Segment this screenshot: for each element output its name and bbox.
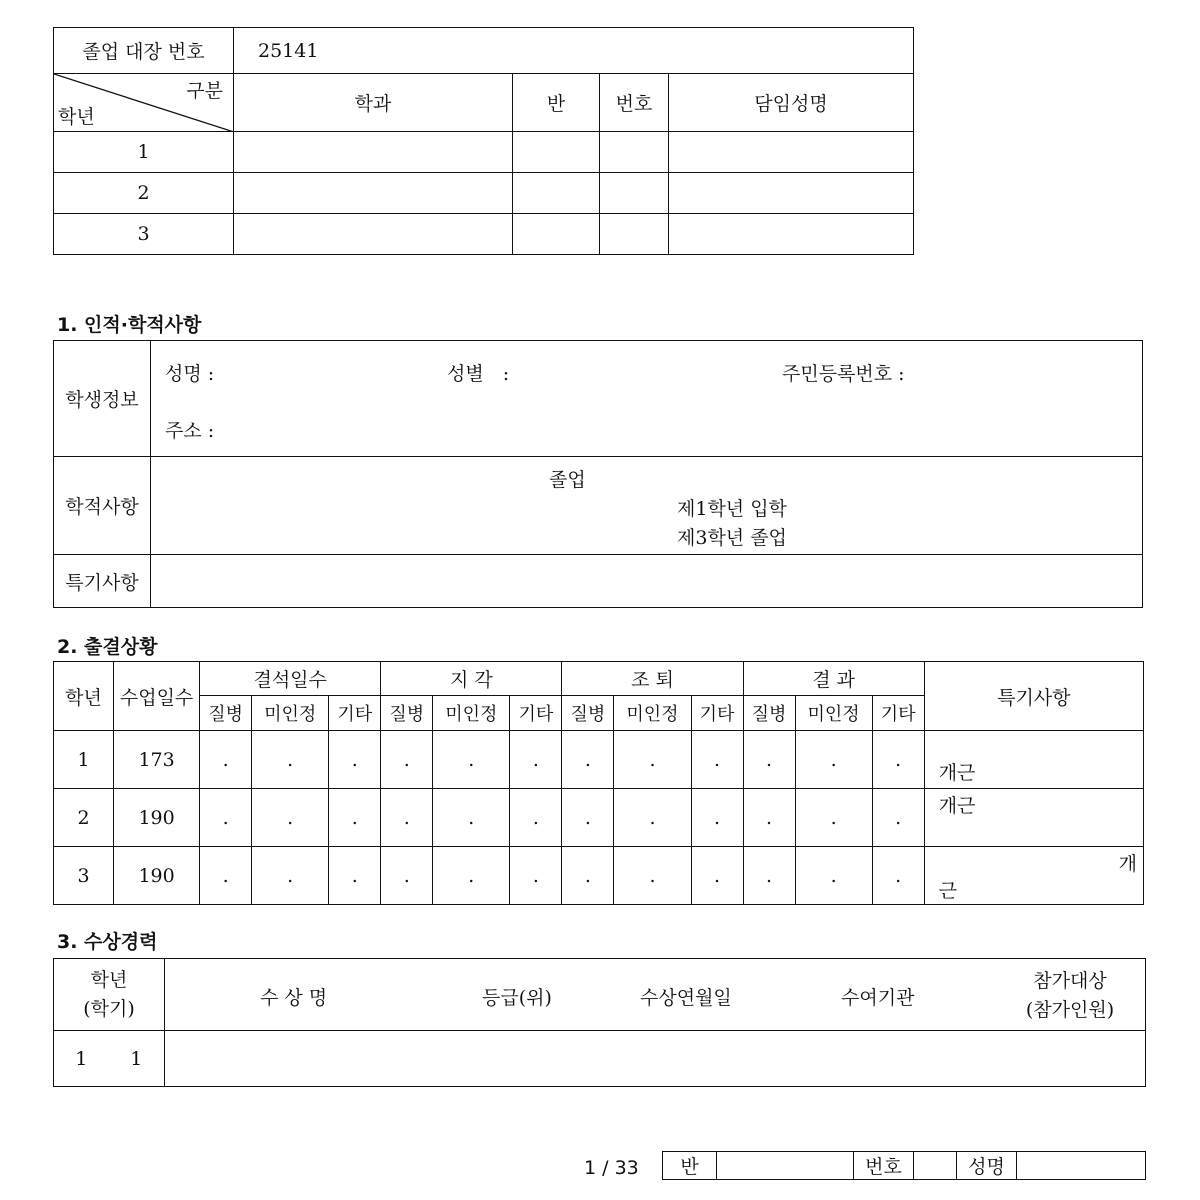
section1-title: 1. 인적·학적사항 (57, 314, 202, 336)
table-row (54, 789, 1144, 847)
sub-unexcused: 미인정 (252, 696, 329, 731)
table-row (54, 731, 1144, 789)
teacher-cell (669, 173, 914, 214)
count-cell: . (614, 789, 691, 847)
count-cell: . (614, 847, 691, 905)
student-info-label: 학생정보 (54, 341, 151, 457)
sub-illness: 질병 (381, 696, 433, 731)
grade-cell: 2 (54, 173, 234, 214)
early-leave-header: 조 퇴 (562, 662, 743, 696)
teacher-cell (669, 214, 914, 255)
count-cell: . (743, 731, 795, 789)
footer-number-value (914, 1152, 957, 1180)
count-cell: . (562, 731, 614, 789)
department-cell (234, 214, 513, 255)
count-cell: . (329, 789, 381, 847)
section3-title: 3. 수상경력 (57, 931, 158, 953)
count-cell: . (795, 789, 872, 847)
award-date-header: 수상연월일 (640, 987, 732, 1009)
award-target-line1: 참가대상 (1033, 970, 1107, 992)
awards-table (53, 958, 1146, 1087)
special-notes-cell (151, 555, 1143, 608)
attendance-table (53, 661, 1144, 905)
diag-bottom-label: 학년 (58, 106, 95, 128)
remark-cell (924, 731, 1143, 789)
award-grade-header-line2: (학기) (83, 997, 135, 1020)
header-class: 반 (513, 74, 600, 132)
count-cell: . (743, 847, 795, 905)
diag-top-label: 구분 (186, 80, 223, 102)
grade-cell: 3 (54, 847, 114, 905)
count-cell: . (510, 789, 562, 847)
count-cell: . (510, 731, 562, 789)
gender-label: 성별 : (447, 363, 510, 385)
number-cell (600, 132, 669, 173)
footer-name-value (1017, 1152, 1146, 1180)
sub-illness: 질병 (200, 696, 252, 731)
count-cell: . (795, 847, 872, 905)
header-number: 번호 (600, 74, 669, 132)
award-detail-cell (165, 1031, 1146, 1087)
page-number: 1 / 33 (584, 1157, 639, 1179)
count-cell: . (614, 731, 691, 789)
award-name-header: 수 상 명 (260, 987, 328, 1009)
grade-cell: 3 (54, 214, 234, 255)
remark-text-a: 개 (1118, 853, 1137, 875)
count-cell: . (872, 847, 924, 905)
count-cell: . (433, 847, 510, 905)
address-label: 주소 : (165, 420, 215, 442)
table-row (54, 847, 1144, 905)
grade-cell: 1 (54, 731, 114, 789)
count-cell: . (872, 789, 924, 847)
name-label: 성명 : (165, 363, 215, 385)
sub-unexcused: 미인정 (614, 696, 691, 731)
teacher-cell (669, 132, 914, 173)
absence-header: 결석일수 (200, 662, 381, 696)
register-number-value: 25141 (234, 28, 914, 74)
department-cell (234, 173, 513, 214)
academic-graduation: 제3학년 졸업 (677, 527, 787, 549)
award-grade-header (54, 959, 165, 1031)
award-headers-cell (165, 959, 1146, 1031)
grade-cell: 1 (54, 132, 234, 173)
count-cell: . (433, 789, 510, 847)
count-cell: . (200, 847, 252, 905)
sub-unexcused: 미인정 (433, 696, 510, 731)
table-row (54, 1031, 1146, 1087)
count-cell: . (381, 847, 433, 905)
register-table (53, 27, 914, 255)
grade-header: 학년 (54, 662, 114, 731)
count-cell: . (252, 847, 329, 905)
personal-info-table (53, 340, 1143, 608)
student-info-cell (151, 341, 1143, 457)
remark-text: 개근 (938, 795, 976, 817)
school-days-cell: 190 (114, 789, 200, 847)
sub-other: 기타 (510, 696, 562, 731)
sub-other: 기타 (691, 696, 743, 731)
count-cell: . (200, 789, 252, 847)
award-semester-cell: 1 (109, 1031, 165, 1087)
table-row (54, 132, 914, 173)
count-cell: . (252, 731, 329, 789)
footer-number-label: 번호 (854, 1152, 914, 1180)
sub-illness: 질병 (562, 696, 614, 731)
count-cell: . (510, 847, 562, 905)
count-cell: . (691, 847, 743, 905)
footer-class-value (717, 1152, 854, 1180)
header-department: 학과 (234, 74, 513, 132)
academic-cell (151, 457, 1143, 555)
award-grade-header-line1: 학년 (90, 968, 128, 991)
footer-class-label: 반 (663, 1152, 717, 1180)
department-cell (234, 132, 513, 173)
sub-illness: 질병 (743, 696, 795, 731)
award-issuer-header: 수여기관 (841, 987, 915, 1009)
table-row (54, 214, 914, 255)
class-cell (513, 214, 600, 255)
number-cell (600, 214, 669, 255)
academic-label: 학적사항 (54, 457, 151, 555)
sub-other: 기타 (329, 696, 381, 731)
award-target-line2: (참가인원) (1025, 999, 1115, 1021)
sub-other: 기타 (872, 696, 924, 731)
header-teacher: 담임성명 (669, 74, 914, 132)
diagonal-header-cell (54, 74, 234, 132)
school-days-cell: 190 (114, 847, 200, 905)
class-cell (513, 132, 600, 173)
school-days-header: 수업일수 (114, 662, 200, 731)
academic-entry: 제1학년 입학 (677, 498, 787, 520)
special-notes-label: 특기사항 (54, 555, 151, 608)
count-cell: . (200, 731, 252, 789)
remark-cell (924, 847, 1143, 905)
count-cell: . (795, 731, 872, 789)
count-cell: . (691, 731, 743, 789)
count-cell: . (691, 789, 743, 847)
footer-name-label: 성명 (957, 1152, 1017, 1180)
footer-table (662, 1151, 1146, 1180)
count-cell: . (252, 789, 329, 847)
count-cell: . (329, 847, 381, 905)
remarks-header: 특기사항 (924, 662, 1143, 731)
count-cell: . (329, 731, 381, 789)
count-cell: . (562, 847, 614, 905)
remark-text: 개근 (938, 762, 976, 784)
award-target-header (1005, 967, 1135, 1025)
count-cell: . (433, 731, 510, 789)
late-header: 지 각 (381, 662, 562, 696)
count-cell: . (872, 731, 924, 789)
academic-status: 졸업 (549, 469, 586, 491)
register-number-label: 졸업 대장 번호 (54, 28, 234, 74)
school-days-cell: 173 (114, 731, 200, 789)
remark-text-b: 근 (938, 880, 958, 902)
grade-cell: 2 (54, 789, 114, 847)
count-cell: . (562, 789, 614, 847)
number-cell (600, 173, 669, 214)
rrn-label: 주민등록번호 : (782, 363, 905, 385)
award-rank-header: 등급(위) (482, 987, 552, 1009)
count-cell: . (381, 731, 433, 789)
class-cell (513, 173, 600, 214)
section2-title: 2. 출결상황 (57, 636, 158, 658)
sub-unexcused: 미인정 (795, 696, 872, 731)
award-grade-cell: 1 (54, 1031, 109, 1087)
remark-cell (924, 789, 1143, 847)
count-cell: . (381, 789, 433, 847)
count-cell: . (743, 789, 795, 847)
missed-class-header: 결 과 (743, 662, 924, 696)
table-row (54, 173, 914, 214)
